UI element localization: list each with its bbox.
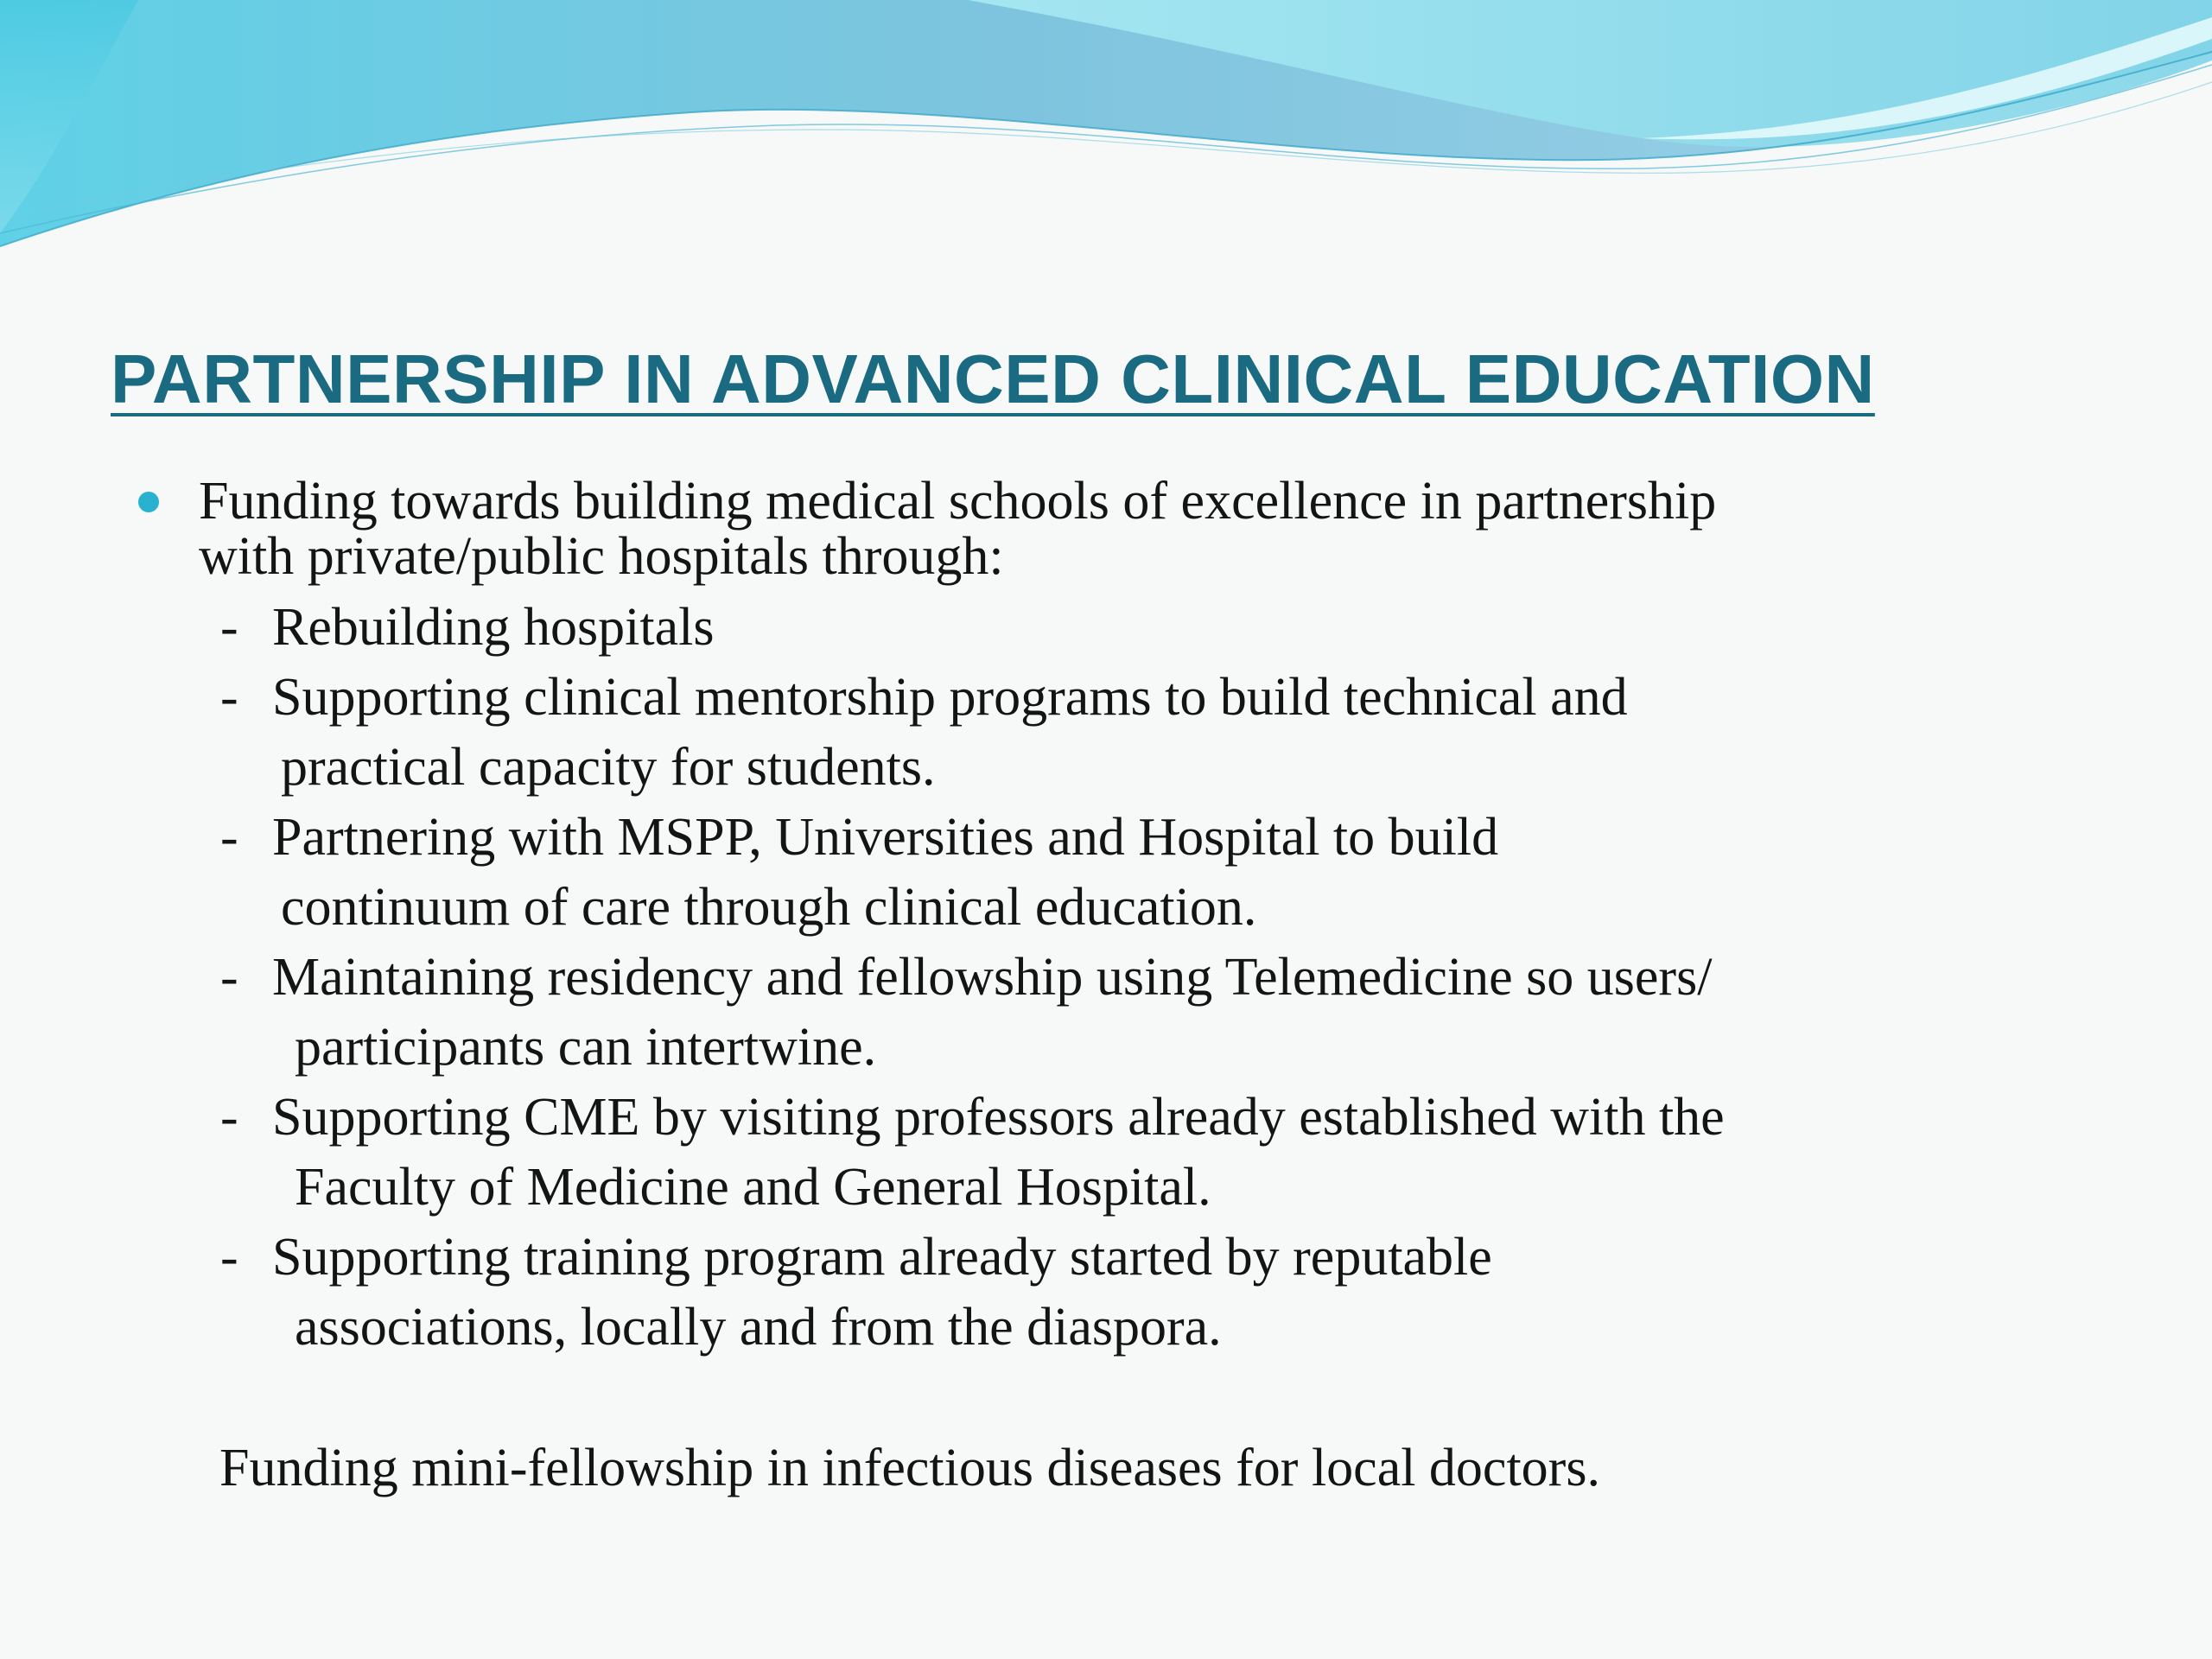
sub-item-text: Maintaining residency and fellowship using Telemedicine so users/ [272, 948, 1713, 1007]
closing-statement: Funding mini-fellowship in infectious diseases for local doctors. [219, 1439, 1600, 1497]
dash-marker: - [220, 808, 238, 867]
sub-item-training-program [138, 1223, 2126, 1363]
sub-item-continuation: Faculty of Medicine and General Hospital. [295, 1158, 1211, 1217]
dash-marker: - [220, 1228, 238, 1287]
sub-item-partnering-mspp [138, 803, 2126, 943]
sub-item-text: Supporting clinical mentorship programs to build technical and [272, 668, 1628, 727]
slide-body [138, 474, 2126, 1503]
sub-item-text: Rebuilding hospitals [272, 598, 715, 657]
sub-item-text: Partnering with MSPP, Universities and Hospital to build [272, 808, 1499, 867]
sub-item-cme-professors [138, 1083, 2126, 1223]
dash-marker: - [220, 1088, 238, 1147]
main-bullet [138, 474, 2126, 584]
dash-marker: - [220, 668, 238, 727]
dash-marker: - [220, 598, 238, 657]
sub-item-text: Supporting CME by visiting professors already established with the [272, 1088, 1725, 1147]
sub-item-list [138, 593, 2126, 1363]
header-wave-decoration [0, 0, 2212, 285]
sub-item-continuation: continuum of care through clinical education. [281, 878, 1257, 937]
sub-item-text: Supporting training program already started by reputable [272, 1228, 1492, 1287]
sub-item-continuation: associations, locally and from the diaspora. [295, 1298, 1222, 1357]
sub-item-rebuilding-hospitals [138, 593, 2126, 663]
sub-item-continuation: practical capacity for students. [281, 738, 936, 797]
slide-title: PARTNERSHIP IN ADVANCED CLINICAL EDUCATION [111, 340, 1875, 417]
bullet-dot-icon [138, 492, 159, 512]
main-bullet-line-2: with private/public hospitals through: [199, 527, 1004, 586]
dash-marker: - [220, 948, 238, 1007]
main-bullet-line-1: Funding towards building medical schools of excellence in partnership [199, 472, 1717, 531]
sub-item-clinical-mentorship [138, 663, 2126, 803]
sub-item-continuation: participants can intertwine. [295, 1018, 877, 1077]
sub-item-residency-telemedicine [138, 943, 2126, 1083]
